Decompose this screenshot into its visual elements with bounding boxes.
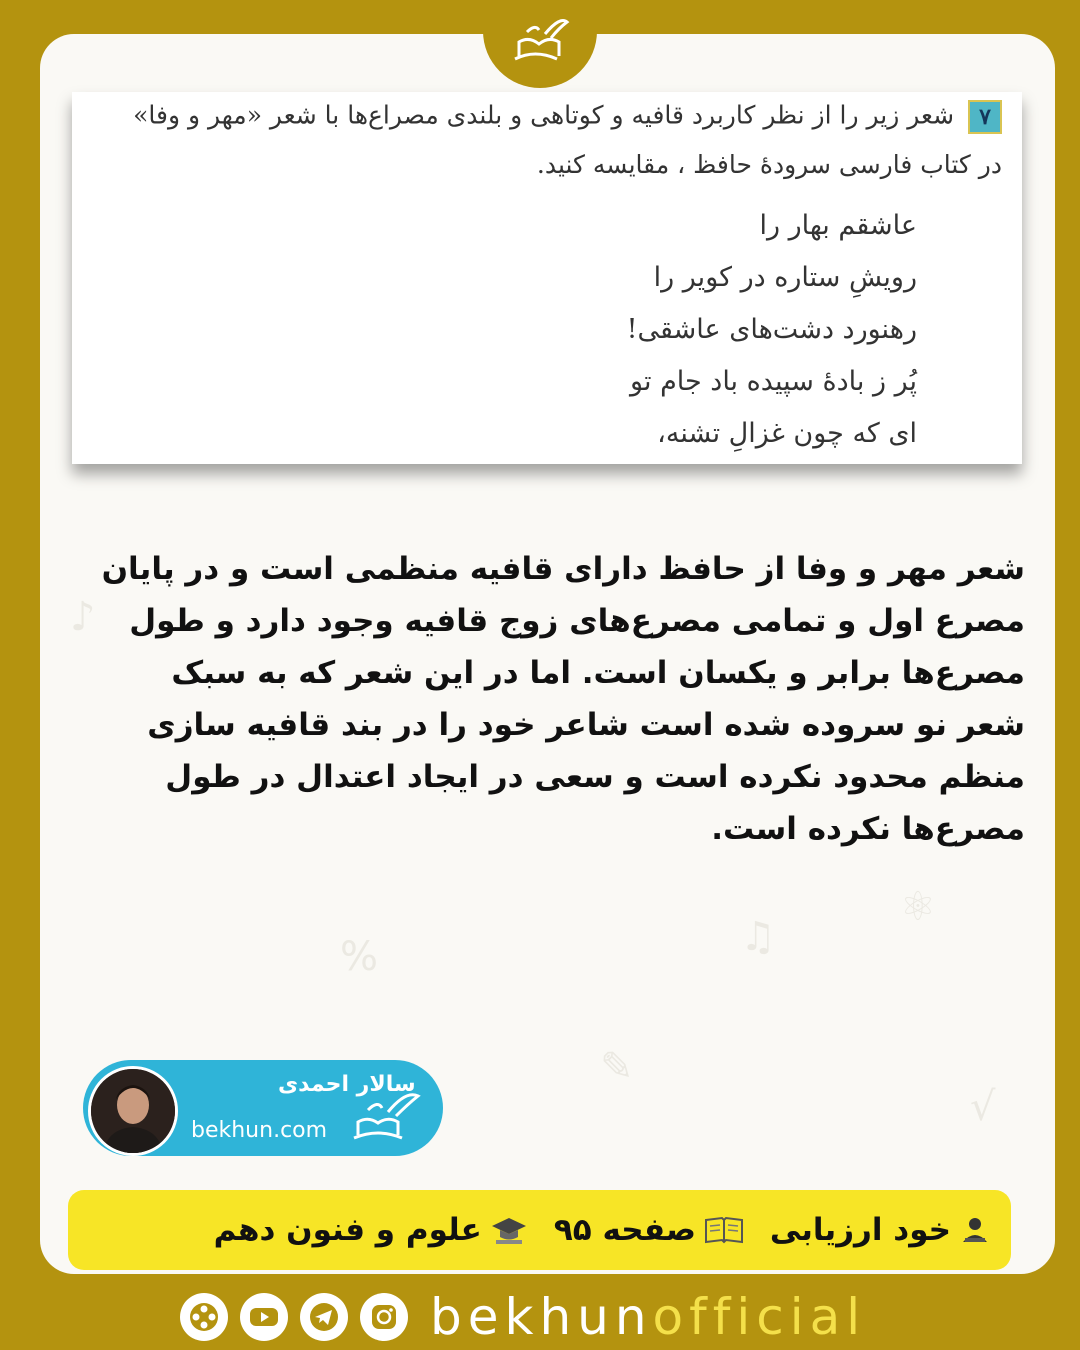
bg-doodle-icon: ✎	[600, 1044, 634, 1090]
student-icon	[959, 1214, 991, 1246]
youtube-icon[interactable]	[240, 1293, 288, 1341]
bekhun-logo-icon	[348, 1090, 428, 1154]
info-page: صفحه ۹۵	[554, 1212, 744, 1248]
avatar	[88, 1066, 178, 1156]
bg-doodle-icon: %	[340, 934, 379, 980]
author-site[interactable]: bekhun.com	[191, 1118, 328, 1143]
answer-text: شعر مهر و وفا از حافظ دارای قافیه منظمی است و در پایان مصرع اول و تمامی مصرع‌های زوج قافیه وجود دارد و طول مصرع‌ها برابر و یکسان است. اما در این شعر که به سبک شعر نو سروده شده است شاعر خود را در بند قافیه سازی منظم محدود نکرده است و سعی در ایجاد اعتدال در طول مصرع‌ها نکرده است.	[101, 551, 1025, 847]
bg-doodle-icon: ♪	[70, 594, 96, 640]
info-field: علوم و فنون دهم	[214, 1212, 528, 1248]
poem-line: رهنورد دشت‌های عاشقی!	[626, 314, 917, 345]
bg-doodle-icon: √	[970, 1084, 996, 1130]
info-bar	[68, 1190, 1011, 1270]
info-section: خود ارزیابی	[770, 1212, 991, 1248]
question-number: ۷	[968, 100, 1002, 134]
footer-social	[180, 1290, 866, 1344]
bg-doodle-icon: ⚛	[900, 884, 936, 930]
poem-line: ای که چون غزالِ تشنه،	[657, 418, 917, 449]
book-icon	[704, 1214, 744, 1246]
film-icon[interactable]	[180, 1293, 228, 1341]
instagram-icon[interactable]	[360, 1293, 408, 1341]
author-name: سالار احمدی	[278, 1072, 416, 1097]
poem-line: رویشِ ستاره در کویر را	[653, 262, 917, 293]
poem-line: عاشقم بهار را	[759, 210, 917, 241]
textbook-excerpt	[72, 92, 1022, 464]
telegram-icon[interactable]	[300, 1293, 348, 1341]
graduation-cap-icon	[490, 1214, 528, 1246]
question-line-1: ۷ شعر زیر را از نظر کاربرد قافیه و کوتاهی و بلندی مصراع‌ها با شعر «مهر و وفا»	[133, 100, 1002, 134]
brand-handle: bekhunofficial	[430, 1288, 867, 1346]
question-line-2: در کتاب فارسی سرودۀ حافظ ، مقایسه کنید.	[536, 150, 1002, 179]
bg-doodle-icon: ♫	[740, 914, 776, 960]
poem-line: پُر ز بادۀ سپیده باد جام تو	[630, 366, 917, 397]
author-badge	[83, 1060, 443, 1156]
